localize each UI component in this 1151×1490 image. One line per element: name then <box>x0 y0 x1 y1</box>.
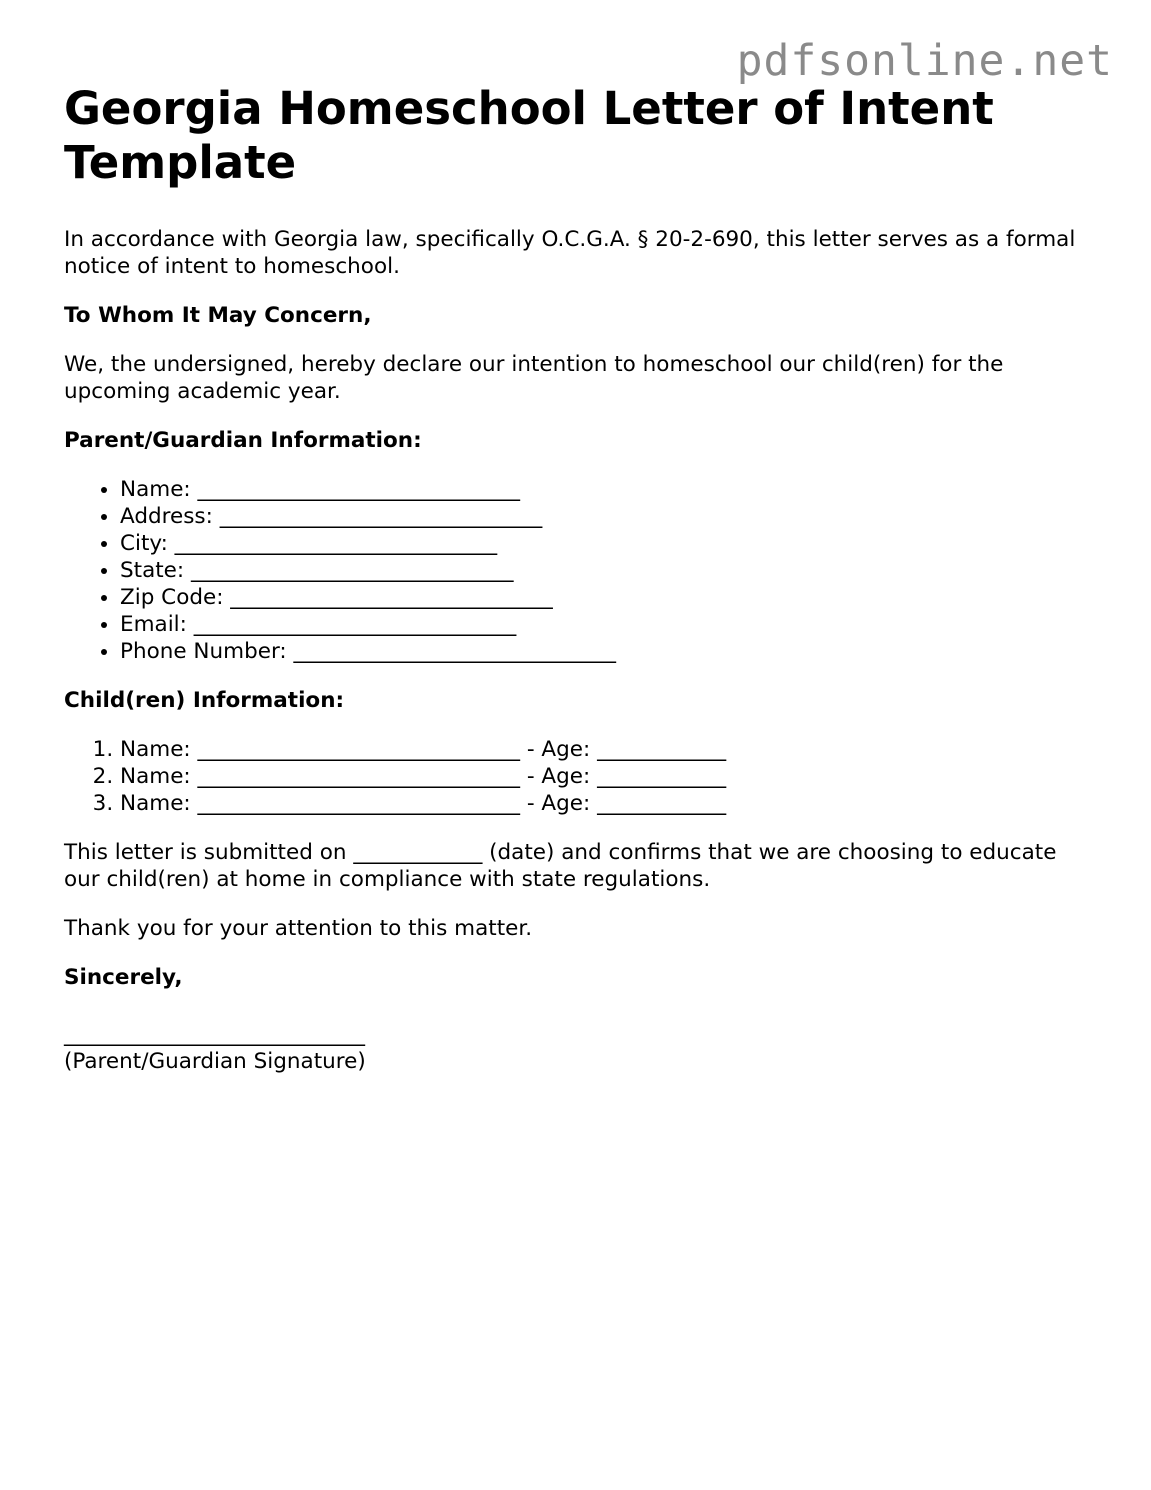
declaration-paragraph: We, the undersigned, hereby declare our intention to homeschool our child(ren) for the upcoming academic year. <box>64 352 1004 404</box>
parent-field-address: • Address: ______________________________ <box>120 503 1084 530</box>
child-field-2: 2. Name: ______________________________ - Age: ____________ <box>120 763 1084 790</box>
thanks-paragraph: Thank you for your attention to this matter. <box>64 916 533 941</box>
document-title: Georgia Homeschool Letter of Intent Template <box>64 82 994 189</box>
document-page <box>64 82 1084 1075</box>
child-field-3: 3. Name: ______________________________ - Age: ____________ <box>120 790 1084 817</box>
parent-field-city: • City: ______________________________ <box>120 530 1084 557</box>
parent-field-name: • Name: ______________________________ <box>120 476 1084 503</box>
closing: Sincerely, <box>64 965 183 990</box>
parent-field-phone: • Phone Number: ______________________________ <box>120 638 1084 665</box>
signature-label: (Parent/Guardian Signature) <box>64 1049 366 1074</box>
watermark: pdfsonline.net <box>736 36 1113 86</box>
submission-paragraph: This letter is submitted on ____________ (date) and confirms that we are choosing to educate our child(ren) at home in compliance with state regulations. <box>64 840 1057 892</box>
parent-heading: Parent/Guardian Information: <box>64 428 422 453</box>
parent-fields-list <box>64 476 1084 665</box>
parent-field-zip: • Zip Code: ______________________________ <box>120 584 1084 611</box>
salutation: To Whom It May Concern, <box>64 303 372 328</box>
parent-field-state: • State: ______________________________ <box>120 557 1084 584</box>
intro-paragraph: In accordance with Georgia law, specifically O.C.G.A. § 20-2-690, this letter serves as a formal notice of intent to homeschool. <box>64 227 1076 279</box>
signature-line: ____________________________ <box>64 1022 365 1047</box>
parent-field-email: • Email: ______________________________ <box>120 611 1084 638</box>
child-field-1: 1. Name: ______________________________ - Age: ____________ <box>120 736 1084 763</box>
children-heading: Child(ren) Information: <box>64 688 345 713</box>
children-fields-list <box>64 736 1084 817</box>
